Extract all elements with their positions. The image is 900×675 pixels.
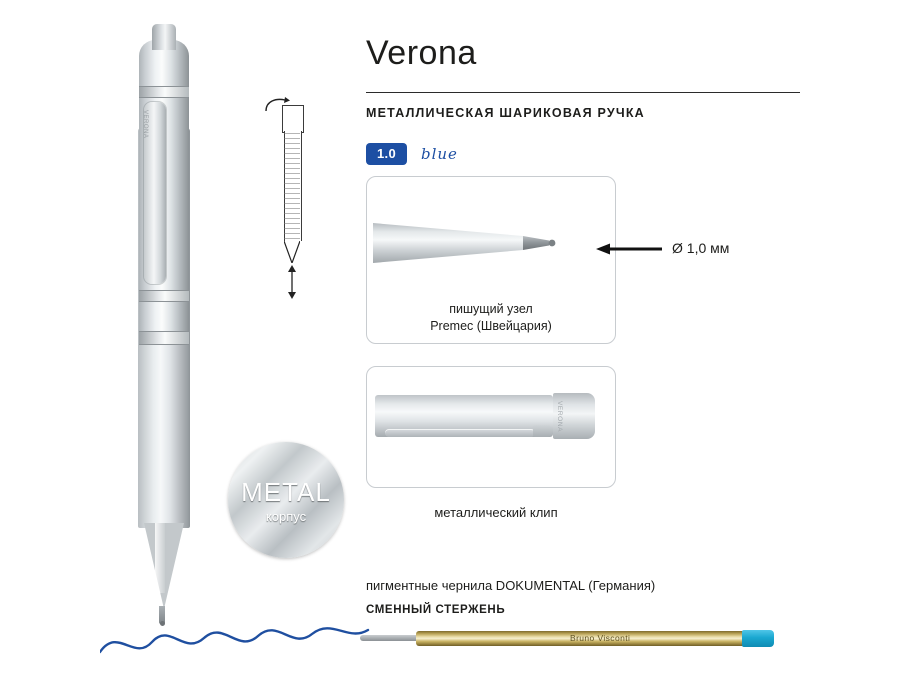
- tip-size-badge: 1.0: [366, 143, 407, 165]
- pen-ring-top: [139, 86, 189, 98]
- refill-illustration: [360, 628, 780, 650]
- clip-caption: металлический клип: [434, 505, 558, 520]
- tip-caption-line1: пишущий узел: [449, 302, 533, 316]
- clip-card: [366, 366, 616, 488]
- pen-ring-mid: [139, 290, 189, 302]
- mechanism-shaft-hatching: [284, 133, 300, 241]
- refill-tip: [360, 635, 420, 641]
- ink-description: пигментные чернила DOKUMENTAL (Германия): [366, 578, 656, 593]
- clip-arm: [385, 429, 535, 437]
- dimension-arrow-icon: [596, 243, 662, 255]
- refill-brand-text: Bruno Visconti: [570, 633, 631, 643]
- refill-end-cap: [742, 630, 774, 647]
- page-title: Verona: [366, 34, 477, 72]
- refill-label: СМЕННЫЙ СТЕРЖЕНЬ: [366, 604, 506, 616]
- tip-dimension-label: Ø 1,0 мм: [672, 240, 730, 256]
- metal-badge-subtitle: корпус: [265, 508, 307, 524]
- metal-body-badge: [228, 442, 344, 558]
- pen-illustration: [126, 18, 206, 618]
- spec-badge-row: [366, 143, 458, 165]
- mechanism-nib: [284, 241, 300, 263]
- clip-engraving-text: VERONA: [556, 401, 563, 433]
- pen-plunger-button: [152, 24, 176, 50]
- ink-color-label: blue: [420, 145, 458, 163]
- pen-engraving-text: VERONA: [142, 110, 148, 139]
- click-mechanism-diagram: [262, 95, 322, 295]
- ink-squiggle-illustration: [100, 612, 380, 664]
- metal-badge-title: METAL: [241, 476, 331, 507]
- mechanism-plunger-box: [282, 105, 304, 133]
- pen-ring-lower: [139, 331, 189, 345]
- title-divider: [366, 92, 800, 93]
- tip-caption-line2: Premec (Швейцария): [430, 319, 552, 333]
- pen-cone-highlight: [155, 523, 165, 593]
- tip-cone-illustration: [373, 219, 565, 267]
- writing-tip-card: [366, 176, 616, 344]
- clip-arm-tail: [533, 425, 553, 437]
- product-subtitle: МЕТАЛЛИЧЕСКАЯ ШАРИКОВАЯ РУЧКА: [366, 106, 645, 120]
- mechanism-travel-arrow-icon: [285, 265, 299, 299]
